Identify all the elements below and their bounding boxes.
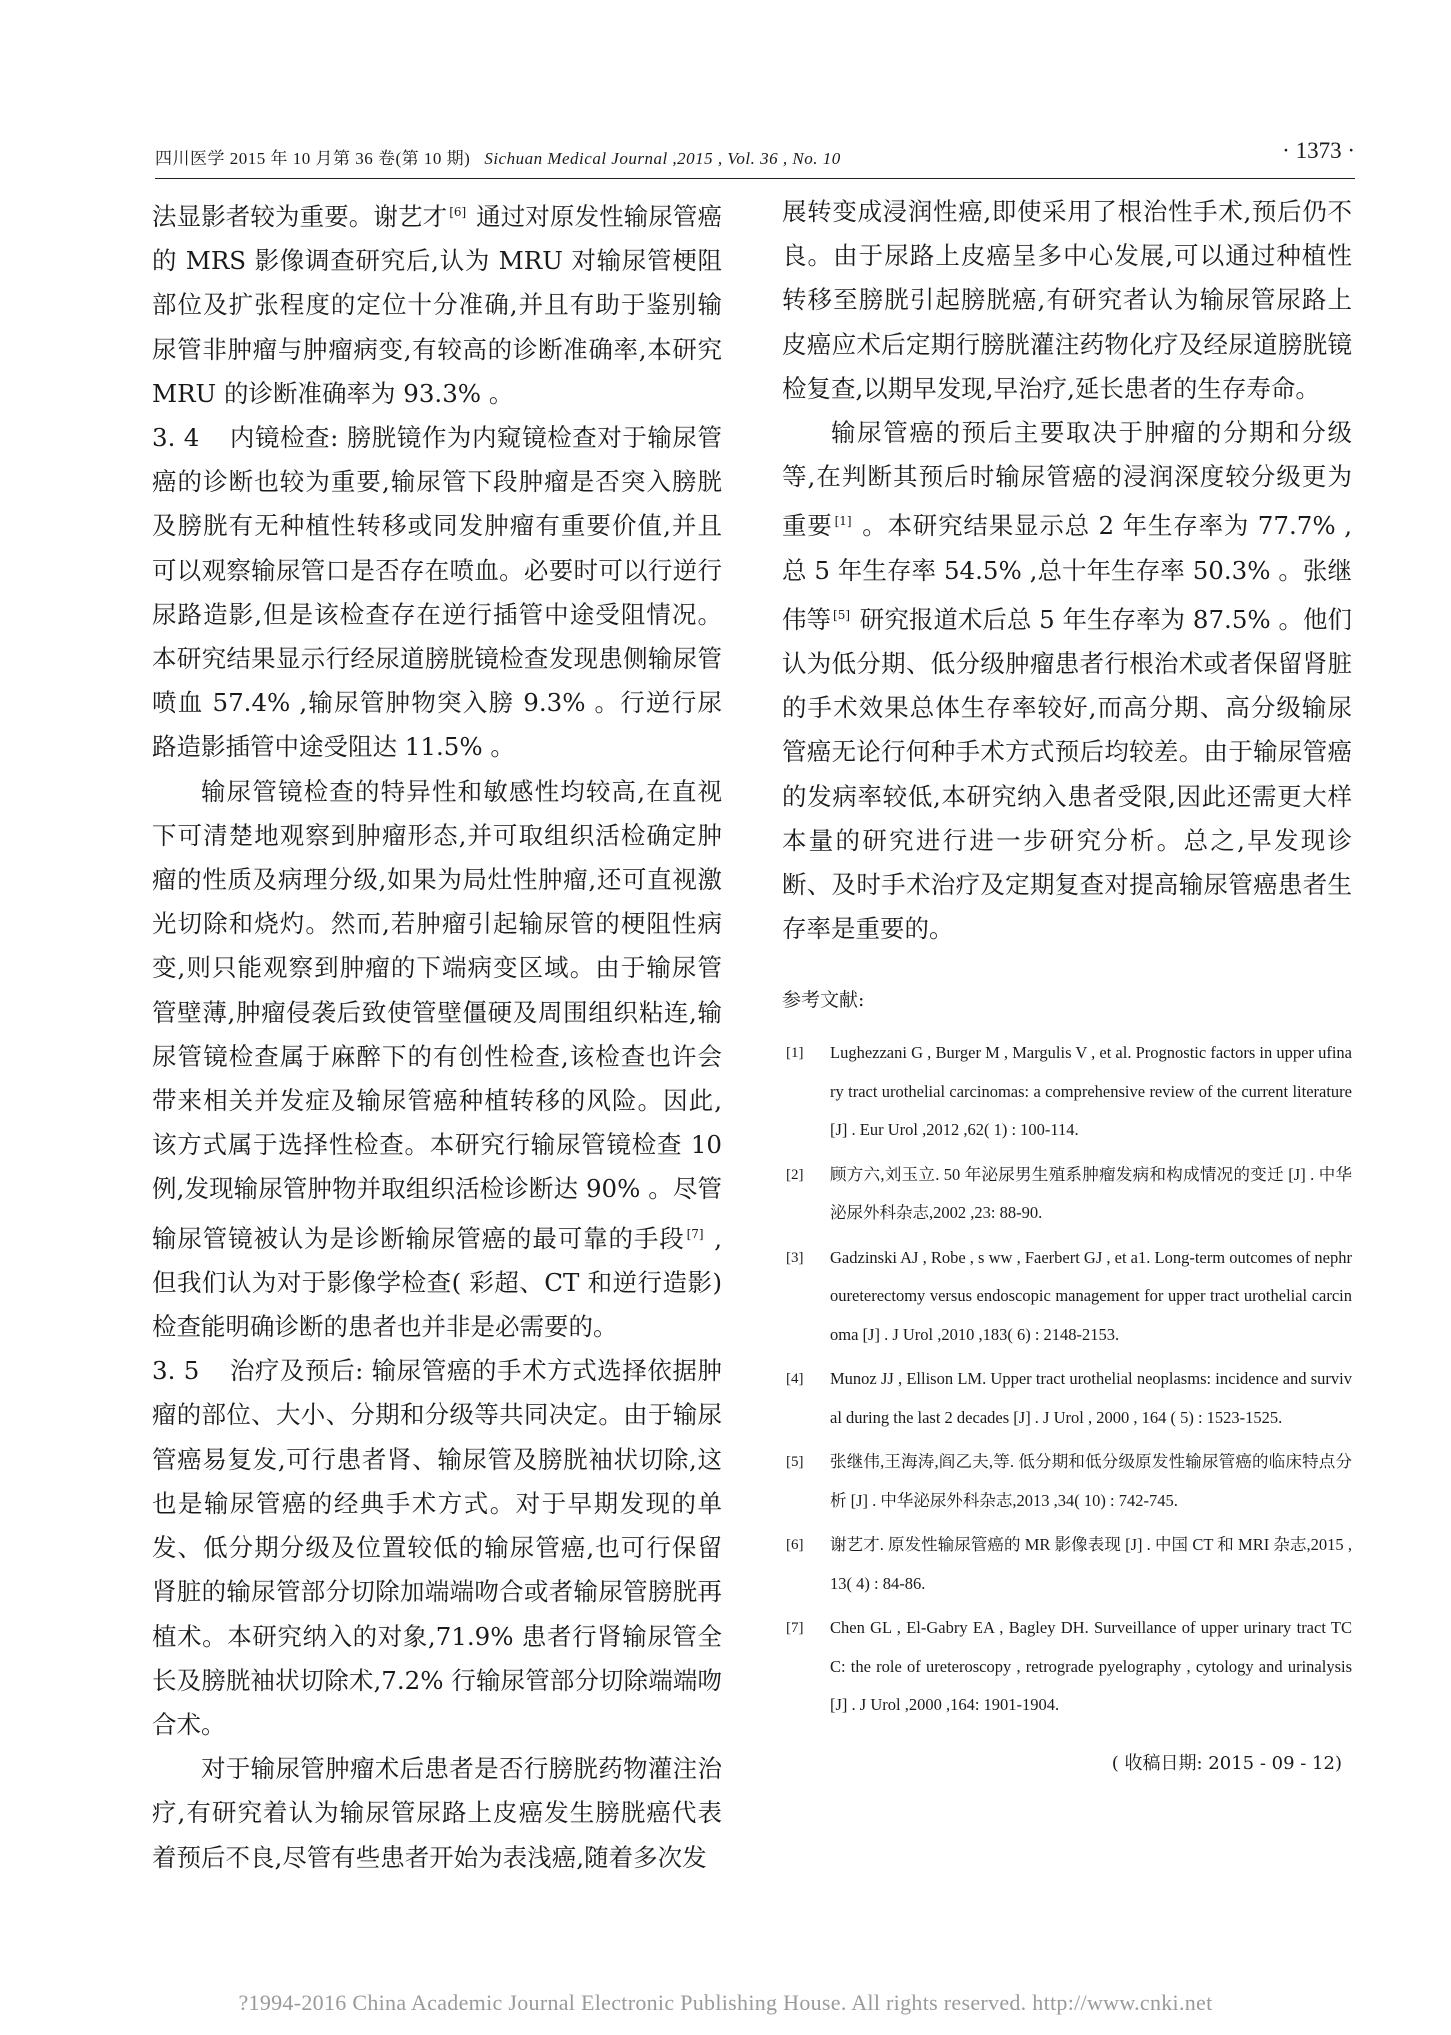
reference-list [782, 1034, 1352, 1725]
reference-item: [7] Chen GL , El-Gabry EA , Bagley DH. Surveillance of upper urinary tract TCC: the role of ureteroscopy , retrograde pyelography , cytology and urinalysis [J] . J Urol ,2000 ,164: 1901-1904. [786, 1618, 1352, 1715]
left-column [152, 190, 722, 1880]
reference-item: [6] 谢艺才. 原发性输尿管癌的 MR 影像表现 [J] . 中国 CT 和 MRI 杂志,2015 ,13( 4) : 84-86. [786, 1535, 1352, 1593]
references-heading: 参考文献: [782, 989, 865, 1012]
paragraph-continued: 展转变成浸润性癌,即使采用了根治性手术,预后仍不良。由于尿路上皮癌呈多中心发展,可以通过种植性转移至膀胱引起膀胱癌,有研究者认为输尿管尿路上皮癌应术后定期行膀胱灌注药物化疗及经尿道膀胱镜检复查,以期早发现,早治疗,延长患者的生存寿命。 [782, 197, 1352, 403]
paragraph-prognosis: 输尿管癌的预后主要取决于肿瘤的分期和分级等,在判断其预后时输尿管癌的浸润深度较分级更为重要 [1] 。本研究结果显示总 2 年生存率为 77.7% ,总 5 年生存率 54.5% ,总十年生存率 50.3% 。张继伟等 [5] 研究报道术后总 5 年生存率为 87.5% 。他们认为低分期、低分级肿瘤患者行根治术或者保留肾脏的手术效果总体生存率较好,而高分期、高分级输尿管癌无论行何种手术方式预后均较差。由于输尿管癌的发病率较低,本研究纳入患者受限,因此还需更大样本量的研究进行进一步研究分析。总之,早发现诊断、及时手术治疗及定期复查对提高输尿管癌患者生存率是重要的。 [782, 418, 1352, 944]
reference-item: [5] 张继伟,王海涛,阎乙夫,等. 低分期和低分级原发性输尿管癌的临床特点分析 [J] . 中华泌尿外科杂志,2013 ,34( 10) : 742-745. [786, 1452, 1352, 1510]
journal-title-cn: 四川医学 2015 年 10 月第 36 卷(第 10 期) [155, 149, 471, 168]
copyright-footer: ?1994-2016 China Academic Journal Electronic Publishing House. All rights reserved. http://www.cnki.net [238, 1990, 1213, 2015]
paragraph-ureteroscopy: 输尿管镜检查的特异性和敏感性均较高,在直视下可清楚地观察到肿瘤形态,并可取组织活检确定肿瘤的性质及病理分级,如果为局灶性肿瘤,还可直视激光切除和烧灼。然而,若肿瘤引起输尿管的梗阻性病变,则只能观察到肿瘤的下端病变区域。由于输尿管管壁薄,肿瘤侵袭后致使管壁僵硬及周围组织粘连,输尿管镜检查属于麻醉下的有创性检查,该检查也许会带来相关并发症及输尿管癌种植转移的风险。因此,该方式属于选择性检查。本研究行输尿管镜检查 10 例,发现输尿管肿物并取组织活检诊断达 90% 。尽管输尿管镜被认为是诊断输尿管癌的最可靠的手段 [7] ,但我们认为对于影像学检查( 彩超、CT 和逆行造影) 检查能明确诊断的患者也并非是必需要的。 [152, 776, 722, 1342]
received-date: ( 收稿日期: 2015 - 09 - 12) [1111, 1752, 1342, 1774]
page-number: · 1373 · [1282, 138, 1355, 163]
running-header [155, 138, 1355, 179]
section-3-5: 3. 5 治疗及预后: 输尿管癌的手术方式选择依据肿瘤的部位、大小、分期和分级等共同决定。由于输尿管癌易复发,可行患者肾、输尿管及膀胱袖状切除,这也是输尿管癌的经典手术方式。对于早期发现的单发、低分期分级及位置较低的输尿管癌,也可行保留肾脏的输尿管部分切除加端端吻合或者输尿管膀胱再植术。本研究纳入的对象,71.9% 患者行肾输尿管全长及膀胱袖状切除术,7.2% 行输尿管部分切除端端吻合术。 [152, 1356, 722, 1739]
section-3-4: 3. 4 内镜检查: 膀胱镜作为内窥镜检查对于输尿管癌的诊断也较为重要,输尿管下段肿瘤是否突入膀胱及膀胱有无种植性转移或同发肿瘤有重要价值,并且可以观察输尿管口是否存在喷血。必要时可以行逆行尿路造影,但是该检查存在逆行插管中途受阻情况。本研究结果显示行经尿道膀胱镜检查发现患侧输尿管喷血 57.4% ,输尿管肿物突入膀 9.3% 。行逆行尿路造影插管中途受阻达 11.5% 。 [152, 423, 722, 762]
reference-item: [2] 顾方六,刘玉立. 50 年泌尿男生殖系肿瘤发病和构成情况的变迁 [J] . 中华泌尿外科杂志,2002 ,23: 88-90. [786, 1164, 1352, 1223]
citation-marker: [5] [833, 607, 851, 622]
reference-item: [1] Lughezzani G , Burger M , Margulis V , et al. Prognostic factors in upper ufinary tract urothelial carcinomas: a comprehensive review of the current literature [J] . Eur Urol ,2012 ,62( 1) : 100-114. [786, 1043, 1352, 1140]
section-number: 3. 5 [152, 1356, 200, 1386]
journal-title-en: Sichuan Medical Journal ,2015 , Vol. 36 , No. 10 [484, 149, 841, 168]
section-number: 3. 4 [152, 423, 200, 453]
citation-marker: [7] [686, 1226, 704, 1241]
reference-item: [4] Munoz JJ , Ellison LM. Upper tract urothelial neoplasms: incidence and survival during the last 2 decades [J] . J Urol , 2000 , 164 ( 5) : 1523-1525. [786, 1369, 1352, 1427]
paragraph-mrs: 法显影者较为重要。谢艺才 [6] 通过对原发性输尿管癌的 MRS 影像调查研究后,认为 MRU 对输尿管梗阻部位及扩张程度的定位十分准确,并且有助于鉴别输尿管非肿瘤与肿瘤病变,有较高的诊断准确率,本研究 MRU 的诊断准确率为 93.3% 。 [152, 202, 722, 408]
journal-citation [155, 144, 841, 169]
citation-marker: [1] [834, 514, 852, 529]
right-column [782, 190, 1352, 1775]
reference-item: [3] Gadzinski AJ , Robe , s ww , Faerbert GJ , et a1. Long-term outcomes of nephroureterectomy versus endoscopic management for upper tract urothelial carcinoma [J] . J Urol ,2010 ,183( 6) : 2148-2153. [786, 1247, 1352, 1344]
paragraph-bladder-instillation: 对于输尿管肿瘤术后患者是否行膀胱药物灌注治疗,有研究着认为输尿管尿路上皮癌发生膀胱癌代表着预后不良,尽管有些患者开始为表浅癌,随着多次发 [152, 1754, 722, 1872]
citation-marker: [6] [449, 205, 467, 219]
